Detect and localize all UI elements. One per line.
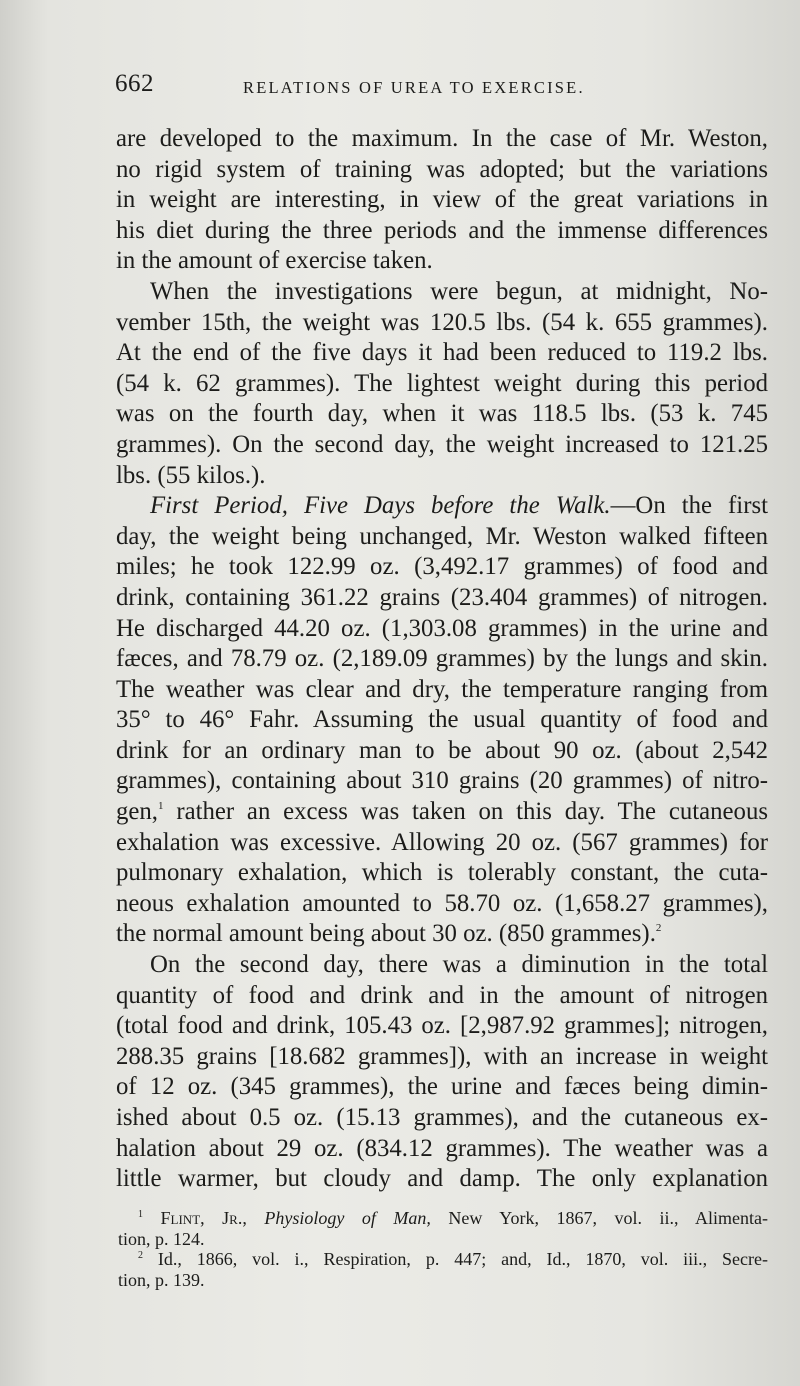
text-line: He discharged 44.20 oz. (1,303.08 grammes) in the urine and xyxy=(116,614,768,642)
footnote-2-cont: tion, p. 139. xyxy=(118,1269,205,1290)
text-line: 35° to 46° Fahr. Assuming the usual quantity of food and xyxy=(116,706,768,734)
text-line: no rigid system of training was adopted; but the variations xyxy=(116,155,768,183)
page-header xyxy=(115,70,765,110)
text-line: quantity of food and drink and in the amount of nitrogen xyxy=(116,981,768,1009)
footnote-1-cont: tion, p. 124. xyxy=(118,1228,205,1249)
text-line: day, the weight being unchanged, Mr. Weston walked fifteen xyxy=(116,522,768,550)
page-number: 662 xyxy=(115,70,154,97)
text-line: At the end of the five days it had been reduced to 119.2 lbs. xyxy=(116,339,768,367)
text-line: grammes), containing about 310 grains (20 grammes) of nitro- xyxy=(116,767,768,795)
footnote-text: Id., 1866, vol. i., Respiration, p. 447; and, Id., 1870, vol. iii., Secre- xyxy=(143,1249,768,1269)
footnote-author: Flint, Jr., xyxy=(160,1208,247,1228)
text-line: in the amount of exercise taken. xyxy=(116,247,433,275)
text-line: (54 k. 62 grammes). The lightest weight during this period xyxy=(116,369,768,397)
paragraph-1 xyxy=(116,124,768,277)
text-line xyxy=(116,797,768,828)
body-text xyxy=(116,124,768,1195)
text-line: of 12 oz. (345 grammes), the urine and fæces being dimin- xyxy=(116,1073,768,1101)
section-heading: First Period, Five Days before the Walk. xyxy=(150,492,611,520)
text-line: fæces, and 78.79 oz. (2,189.09 grammes) by the lungs and skin. xyxy=(116,645,768,673)
footnote-ref-1[interactable]: 1 xyxy=(158,800,164,813)
text-line: halation about 29 oz. (834.12 grammes). The weather was a xyxy=(116,1134,768,1162)
text-line: (total food and drink, 105.43 oz. [2,987.92 grammes]; nitrogen, xyxy=(116,1012,768,1040)
text-line: drink for an ordinary man to be about 90 oz. (about 2,542 xyxy=(116,736,768,764)
text-line: miles; he took 122.99 oz. (3,492.17 grammes) of food and xyxy=(116,553,768,581)
paragraph-3 xyxy=(116,491,768,950)
text-line xyxy=(116,919,768,950)
text-line: 288.35 grains [18.682 grammes]), with an increase in weight xyxy=(116,1042,768,1070)
text-line: exhalation was excessive. Allowing 20 oz. (567 grammes) for xyxy=(116,828,768,856)
text-run: —On the first xyxy=(610,492,768,520)
running-head: RELATIONS OF UREA TO EXERCISE. xyxy=(243,78,585,97)
footnote-text: New York, 1867, vol. ii., Alimenta- xyxy=(430,1208,769,1228)
text-line xyxy=(116,491,768,522)
paragraph-4 xyxy=(116,950,768,1195)
text-run: the normal amount being about 30 oz. (850 grammes). xyxy=(116,920,656,948)
text-line: drink, containing 361.22 grains (23.404 grammes) of nitrogen. xyxy=(116,583,768,611)
footnote-ref-2[interactable]: 2 xyxy=(655,922,662,935)
footnote-mark: 1 xyxy=(138,1209,143,1220)
text-line: On the second day, there was a diminution in the total xyxy=(150,951,768,979)
footnote-2 xyxy=(118,1249,768,1270)
text-line: little warmer, but cloudy and damp. The only explanation xyxy=(116,1165,768,1193)
text-line: vember 15th, the weight was 120.5 lbs. (54 k. 655 grammes). xyxy=(116,308,768,336)
footnote-1 xyxy=(118,1208,768,1229)
paragraph-2 xyxy=(116,277,768,491)
text-run: gen, xyxy=(116,798,159,826)
text-line: When the investigations were begun, at midnight, No- xyxy=(150,277,768,305)
text-line: was on the fourth day, when it was 118.5 lbs. (53 k. 745 xyxy=(116,400,768,428)
text-line: his diet during the three periods and the immense differences xyxy=(116,216,768,244)
text-line: neous exhalation amounted to 58.70 oz. (1,658.27 grammes), xyxy=(116,889,768,917)
text-line: The weather was clear and dry, the temperature ranging from xyxy=(116,675,768,703)
footnote-mark: 2 xyxy=(138,1250,143,1261)
text-line: ished about 0.5 oz. (15.13 grammes), and the cutaneous ex- xyxy=(116,1104,768,1131)
text-line: lbs. (55 kilos.). xyxy=(116,461,266,489)
text-line: grammes). On the second day, the weight increased to 121.25 xyxy=(116,430,768,458)
footnote-title: Physiology of Man, xyxy=(264,1208,431,1228)
text-line: pulmonary exhalation, which is tolerably constant, the cuta- xyxy=(116,859,768,887)
footnotes xyxy=(118,1208,768,1290)
text-run: rather an excess was taken on this day. The cutaneous xyxy=(163,798,768,826)
text-line: are developed to the maximum. In the case of Mr. Weston, xyxy=(116,125,768,152)
text-line: in weight are interesting, in view of the great variations in xyxy=(116,186,768,214)
